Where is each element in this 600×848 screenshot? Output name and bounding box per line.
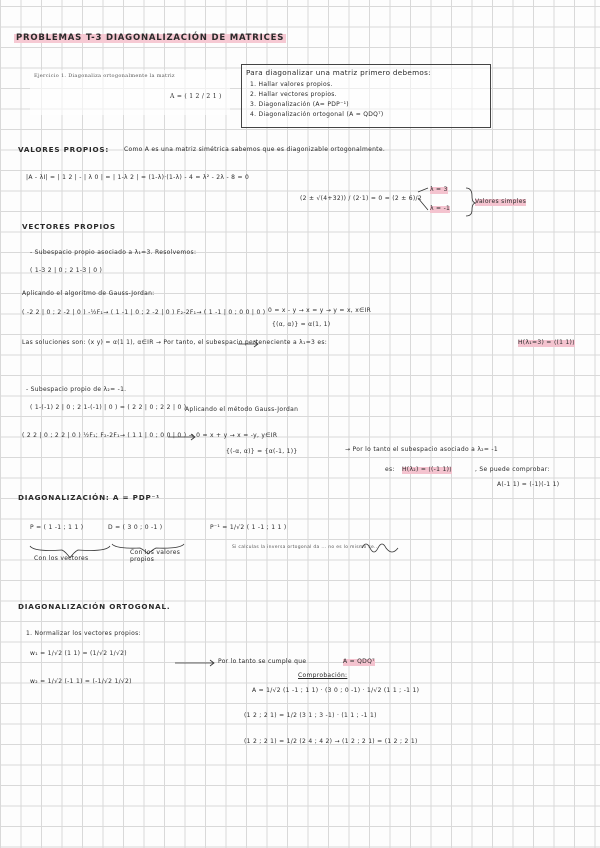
gauss2-steps: ( 2 2 | 0 ; 2 2 | 0 ) ½F₁; F₂-2F₁→ ( 1 1 | 0 ; 0 0 | 0 ) → 0 = x + y → x = -y, y∈IR [22,432,278,439]
scribble-note: Si calculas la inversa ortogonal da ... no es lo mismo se... [232,545,380,550]
brace-D [112,544,184,554]
brace-P [30,546,110,558]
sub2-title: - Subespacio propio de λ₂= -1. [26,386,127,393]
D-note: Con los valores propios [130,549,181,563]
scribble-line [362,544,398,552]
root-1: λ = 3 [430,186,448,193]
eigenspace-2: H(λ₂) = ⟨(-1 1)⟩ [402,466,452,473]
valores-heading: VALORES PROPIOS: [18,145,110,154]
valores-text: Como A es una matriz simétrica sabemos que es diagonizable ortogonalmente. [124,146,386,153]
arrow-gauss2 [168,434,195,440]
check-eq: A(-1 1) = (-1)(-1 1) [497,481,560,488]
w2-vector: w₂ = 1/√2 (-1 1) = (-1/√2 1/√2) [30,678,132,685]
step-4: 4. Diagonalización ortogonal (A = QDQᵀ) [250,111,384,118]
diag-heading: DIAGONALIZACIÓN: A = PDP⁻¹ [18,493,161,502]
sub1-matrix: ( 1-3 2 | 0 ; 2 1-3 | 0 ) [30,267,103,274]
h2-prefix: es: [385,466,395,473]
P-note: Con los vectores [34,555,89,562]
step-1: 1. Hallar valores propios. [250,81,333,88]
check-step-1: A = 1/√2 (1 -1 ; 1 1) · (3 0 ; 0 -1) · 1/√2 (1 1 ; -1 1) [252,687,420,694]
det-equation: |A - λI| = | 1 2 | - | λ 0 | = | 1-λ 2 | = (1-λ)·(1-λ) - 4 = λ² - 2λ - 8 = 0 [26,174,250,181]
roots-brace [418,188,428,210]
qdq-formula: A = QDQᵀ [343,658,375,665]
check-title: Comprobación: [298,672,348,679]
w1-vector: w₁ = 1/√2 (1 1) = (1/√2 1/√2) [30,650,127,657]
normalize-step: 1. Normalizar los vectores propios: [26,630,141,637]
steps-intro: Para diagonalizar una matriz primero debemos: [246,68,431,77]
exercise-matrix: A = ( 1 2 / 2 1 ) [170,93,222,100]
quadratic-formula: (2 ± √(4+32)) / (2·1) = 0 = (2 ± 6)/2 [300,195,422,202]
vectores-heading: VECTORES PROPIOS [22,222,116,231]
matrix-D: D = ( 3 0 ; 0 -1 ) [108,524,163,531]
page-title: PROBLEMAS T-3 DIAGONALIZACIÓN DE MATRICES [16,33,285,43]
step-2: 2. Hallar vectores propios. [250,91,337,98]
set2: {(-α, α)} = {α(-1, 1)} [226,448,298,455]
sub2-method: Aplicando el método Gauss-Jordan [185,406,299,413]
exercise-statement: Ejercicio 1. Diagonaliza ortogonalmente la matriz [34,73,175,79]
roots-note: Valores simples [475,198,527,205]
arrow-conclusion [175,660,214,666]
arrow-solutions [238,341,258,347]
sub2-matrix: ( 1-(-1) 2 | 0 ; 2 1-(-1) | 0 ) = ( 2 2 | 0 ; 2 2 | 0 ) [30,404,187,411]
matrix-P-inverse: P⁻¹ = 1/√2 ( 1 -1 ; 1 1 ) [210,524,287,531]
check-step-3: (1 2 ; 2 1) = 1/2 (2 4 ; 4 2) → (1 2 ; 2 1) = (1 2 ; 2 1) [244,738,418,745]
check-note: , Se puede comprobar: [475,466,550,473]
check-step-2: (1 2 ; 2 1) = 1/2 (3 1 ; 3 -1) · (1 1 ; -1 1) [244,712,377,719]
gauss-set: {(α, α)} = α(1, 1) [272,321,331,328]
orto-heading: DIAGONALIZACIÓN ORTOGONAL. [18,602,171,611]
solutions-line: Las soluciones son: (x y) = α(1 1), α∈IR → Por tanto, el subespacio perteneciente a λ₁=3 es: [22,339,328,346]
gauss-title: Aplicando el algoritmo de Gauss-Jordan: [22,290,155,297]
eigenspace-1: H(λ₁=3) = ⟨(1 1)⟩ [518,339,575,346]
matrix-P: P = ( 1 -1 ; 1 1 ) [30,524,84,531]
conclusion-text: Por lo tanto se cumple que [218,658,307,665]
gauss-steps: ( -2 2 | 0 ; 2 -2 | 0 ) -½F₁→ ( 1 -1 | 0 ; 2 -2 | 0 ) F₂-2F₁→ ( 1 -1 | 0 ; 0 0 | 0 ) [22,309,266,316]
gauss-result: 0 = x - y → x = y → y = x, x∈IR [268,307,372,314]
result2: → Por lo tanto el subespacio asociado a λ₂= -1 [345,446,499,453]
root-2: λ = -1 [430,205,451,212]
sub1-title: - Subespacio propio asociado a λ₁=3. Resolvemos: [30,249,197,256]
step-3: 3. Diagonalización (A= PDP⁻¹) [250,101,349,108]
roots-right-brace [466,188,476,216]
